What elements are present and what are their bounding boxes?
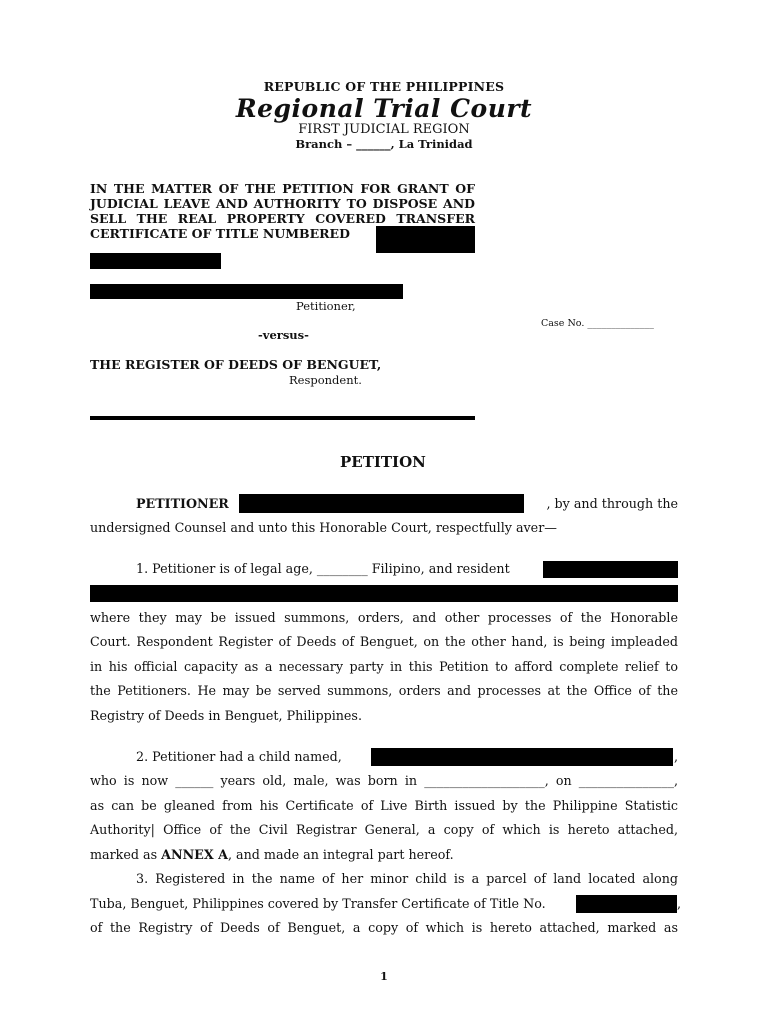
para2-line-1-tail: , (674, 749, 679, 764)
petitioner-label: Petitioner, (296, 299, 356, 313)
judicial-region: FIRST JUDICIAL REGION (298, 122, 470, 137)
page-number: 1 (380, 970, 388, 983)
redaction-title-number-1 (376, 226, 475, 253)
para2-line-3: as can be gleaned from his Certificate of Live Birth issued by the Philippine Statistic (90, 798, 678, 813)
para3-line-2-tail: , (677, 896, 682, 911)
redaction-residence-1 (543, 561, 678, 578)
caption-divider (90, 416, 475, 420)
para2-line-5 (90, 843, 454, 868)
versus-label: -versus- (258, 328, 309, 342)
annex-a-label: ANNEX A (161, 847, 228, 862)
para1-line-1: 1. Petitioner is of legal age, ________ Filipino, and resident (136, 561, 510, 576)
caption-line-1: IN THE MATTER OF THE PETITION FOR GRANT OF (90, 181, 475, 196)
court-title: Regional Trial Court (235, 94, 533, 123)
caption-line-2: JUDICIAL LEAVE AND AUTHORITY TO DISPOSE AND (90, 196, 475, 211)
branch-line: Branch – ______, La Trinidad (295, 137, 473, 151)
para3-line-2: Tuba, Benguet, Philippines covered by Transfer Certificate of Title No. (90, 896, 546, 911)
case-number: Case No. ______________ (541, 318, 654, 329)
para1-line-3: where they may be issued summons, orders, and other processes of the Honorable (90, 610, 678, 625)
intro-line-2: undersigned Counsel and unto this Honorable Court, respectfully aver— (90, 520, 557, 535)
para2-line-4: Authority| Office of the Civil Registrar General, a copy of which is hereto attached, (90, 822, 678, 837)
para1-line-4: Court. Respondent Register of Deeds of Benguet, on the other hand, is being impleaded (90, 634, 678, 649)
redaction-intro-petitioner (239, 494, 524, 513)
para1-line-5: in his official capacity as a necessary party in this Petition to afford complete relief to (90, 659, 678, 674)
para2-line-5-a: marked as (90, 847, 162, 862)
redaction-title-number-2 (90, 253, 221, 269)
caption-line-4: CERTIFICATE OF TITLE NUMBERED (90, 226, 350, 241)
redaction-child-name (371, 748, 673, 766)
redaction-residence-2 (90, 585, 678, 602)
para2-line-2: who is now ______ years old, male, was born in ___________________, on _______________, (90, 773, 678, 788)
para1-line-6: the Petitioners. He may be served summons, orders and processes at the Office of the (90, 683, 678, 698)
respondent-name: THE REGISTER OF DEEDS OF BENGUET, (90, 357, 382, 372)
para2-line-1: 2. Petitioner had a child named, (136, 749, 342, 764)
redaction-tct-number (576, 895, 677, 913)
respondent-label: Respondent. (289, 373, 362, 387)
para1-line-7: Registry of Deeds in Benguet, Philippines. (90, 708, 362, 723)
intro-tail: , by and through the (546, 496, 678, 511)
caption-line-3: SELL THE REAL PROPERTY COVERED TRANSFER (90, 211, 475, 226)
para3-line-1: 3. Registered in the name of her minor child is a parcel of land located along (136, 871, 678, 886)
document-title: PETITION (340, 453, 426, 471)
para2-line-5-b: , and made an integral part hereof. (227, 847, 454, 862)
redaction-petitioner-name (90, 284, 403, 299)
para3-line-3: of the Registry of Deeds of Benguet, a copy of which is hereto attached, marked as (90, 920, 678, 935)
republic-heading: REPUBLIC OF THE PHILIPPINES (263, 79, 505, 94)
intro-lead: PETITIONER (136, 496, 229, 511)
